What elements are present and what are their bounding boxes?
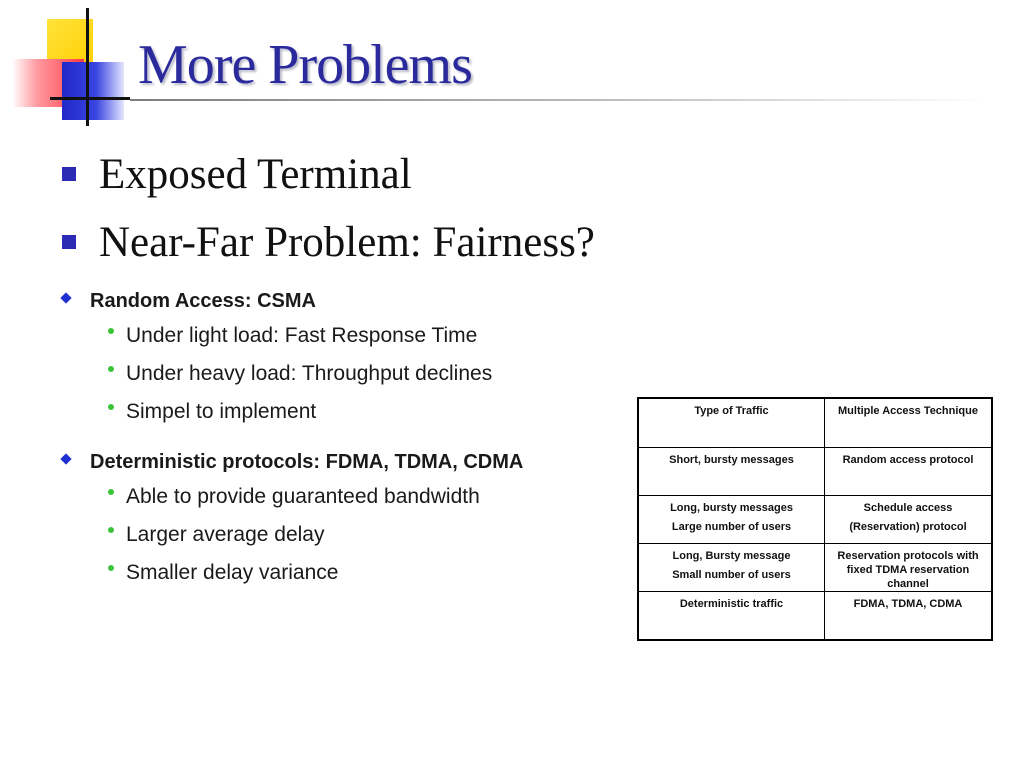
cell-line: FDMA, TDMA, CDMA	[853, 598, 963, 610]
cell-line: Random access protocol	[842, 454, 974, 466]
outline-section-deterministic	[58, 446, 628, 592]
outline-subitem	[58, 355, 628, 393]
cell-line: Long, Bursty message	[672, 550, 791, 562]
main-bullet-item	[62, 208, 595, 276]
cell-line: Short, bursty messages	[669, 454, 794, 466]
logo-vertical-line	[86, 8, 89, 126]
main-bullet-text: Exposed Terminal	[99, 150, 412, 198]
outline-subitem-text: Larger average delay	[126, 523, 325, 546]
traffic-access-table	[637, 397, 993, 641]
cell-line: Large number of users	[671, 521, 792, 533]
outline-section-random-access	[58, 285, 628, 431]
table-header-row	[638, 398, 992, 448]
table-row	[638, 544, 992, 592]
outline-subitem	[58, 317, 628, 355]
main-bullet-list	[62, 140, 595, 276]
cell-line: Long, bursty messages	[670, 502, 793, 514]
cell-line: Schedule access	[863, 502, 953, 514]
dot-bullet-icon	[108, 404, 114, 410]
table-cell-technique	[825, 544, 993, 592]
table-row	[638, 496, 992, 544]
logo-blue-square	[62, 62, 124, 120]
table-cell-technique	[825, 592, 993, 641]
cell-line: Reservation protocols with fixed TDMA reservation channel	[837, 550, 979, 590]
outline-heading	[58, 446, 628, 478]
dot-bullet-icon	[108, 366, 114, 372]
dot-bullet-icon	[108, 565, 114, 571]
table-row	[638, 448, 992, 496]
dot-bullet-icon	[108, 527, 114, 533]
outline-subitem-text: Simpel to implement	[126, 400, 317, 423]
slide-title: More Problems	[138, 34, 472, 96]
main-bullet-text: Near-Far Problem: Fairness?	[99, 218, 595, 266]
table-cell-technique	[825, 496, 993, 544]
title-underline	[130, 99, 990, 101]
outline-sublist	[58, 317, 628, 431]
table-cell-traffic	[638, 448, 825, 496]
outline-subitem-text: Able to provide guaranteed bandwidth	[126, 485, 480, 508]
logo-horizontal-line	[50, 97, 130, 100]
square-bullet-icon	[62, 235, 76, 249]
table-cell-traffic	[638, 544, 825, 592]
table-cell-traffic	[638, 592, 825, 641]
outline-subitem	[58, 393, 628, 431]
slide-logo-graphic	[0, 0, 140, 130]
table-cell-technique	[825, 448, 993, 496]
outline-spacer	[58, 431, 628, 446]
diamond-bullet-icon	[60, 453, 71, 464]
diamond-bullet-icon	[60, 292, 71, 303]
cell-line: Deterministic traffic	[679, 598, 784, 610]
table-row	[638, 592, 992, 641]
dot-bullet-icon	[108, 328, 114, 334]
outline-subitem-text: Smaller delay variance	[126, 561, 339, 584]
outline-heading	[58, 285, 628, 317]
outline-heading-text: Deterministic protocols: FDMA, TDMA, CDMA	[90, 450, 524, 473]
outline-subitem-text: Under heavy load: Throughput declines	[126, 362, 493, 385]
outline-heading-text: Random Access: CSMA	[90, 289, 316, 312]
table-header-cell: Multiple Access Technique	[825, 398, 993, 448]
cell-line: Small number of users	[672, 569, 791, 581]
protocol-outline	[58, 285, 628, 592]
outline-subitem	[58, 478, 628, 516]
table-cell-traffic	[638, 496, 825, 544]
main-bullet-item	[62, 140, 595, 208]
outline-subitem	[58, 554, 628, 592]
cell-line: (Reservation) protocol	[849, 521, 967, 533]
outline-subitem-text: Under light load: Fast Response Time	[126, 324, 478, 347]
table-header-cell: Type of Traffic	[638, 398, 825, 448]
outline-sublist	[58, 478, 628, 592]
dot-bullet-icon	[108, 489, 114, 495]
outline-subitem	[58, 516, 628, 554]
square-bullet-icon	[62, 167, 76, 181]
